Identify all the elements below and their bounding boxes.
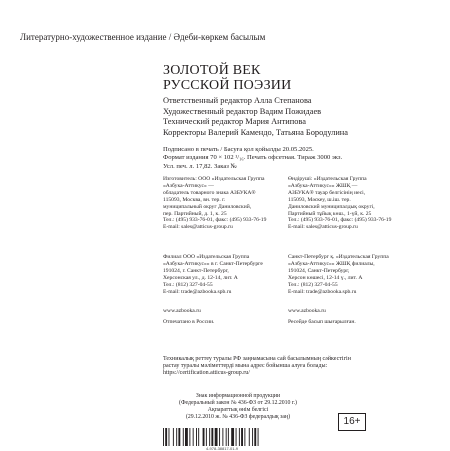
branch-line: E-mail: trade@azbooka.spb.ru (288, 288, 357, 295)
series-label: Литературно-художественное издание / Әдеби-көркем басылым (20, 32, 266, 42)
book-title-line-2: РУССКОЙ ПОЭЗИИ (163, 78, 292, 93)
publisher-line: АЗБУКА® тауар белгісінің иесі, (288, 189, 366, 196)
branch-line: Тел.: (812) 327-04-55 (163, 281, 213, 288)
law-line: Ақпараттық өнім белгісі (207, 407, 269, 413)
publisher-line: E-mail: sales@atticus-group.ru (163, 224, 233, 231)
law-line: Знак информационной продукции (195, 393, 281, 399)
branch-ru (163, 254, 263, 295)
publisher-line: Өндіруші: «Издательская Группа (288, 176, 367, 182)
branch-line: «Азбука-Аттикус»» в г. Санкт-Петербурге (163, 260, 263, 267)
staff-line: Технический редактор Мария Антипова (163, 117, 306, 127)
cert-link[interactable]: https://certification.atticus-group.ru/ (163, 370, 250, 377)
staff-line: Корректоры Валерий Камендо, Татьяна Бородулина (163, 127, 348, 137)
publisher-line: Партийный тұйық көш., 1-үй, к. 25 (288, 210, 372, 217)
book-title-line-1: ЗОЛОТОЙ ВЕК (163, 63, 261, 78)
editorial-staff (163, 96, 348, 138)
branch-line: Санкт-Петербург қ. «Издательская Группа (288, 254, 389, 260)
print-line: Подписано в печать / Басуға қол қойылды 20.05.2025. (163, 146, 314, 153)
branch-line: «Азбука-Аттикус»» ЖШҚ филиалы, (288, 260, 375, 267)
cert-line: растау туралы мәліметтерді мына адрес бойынша алуға болады: (163, 363, 328, 370)
staff-line: Художественный редактор Вадим Пожидаев (163, 106, 322, 116)
book-title (163, 63, 291, 93)
age-rating-badge: 16+ (338, 413, 366, 431)
publisher-line: E-mail: sales@atticus-group.ru (288, 224, 358, 231)
publisher-line: Тел.: (495) 933-76-01, факс: (495) 933-76-19 (288, 217, 392, 224)
branch-line: E-mail: trade@azbooka.spb.ru (163, 288, 232, 295)
print-line: Формат издания 70 × 102 ¹/₁₆. Печать офсетная. Тираж 3000 экз. (163, 154, 343, 162)
printed-in-note-ru: Отпечатано в России. (163, 319, 215, 325)
publisher-line: пер. Партийный, д. 1, к. 25 (163, 210, 227, 217)
branch-line: Херсон көшесі, 12-14 ү., лит. А (288, 274, 363, 281)
publisher-line: Тел.: (495) 933-76-01, факс: (495) 933-76-19 (163, 217, 267, 224)
branch-line: Филиал ООО «Издательская Группа (163, 254, 250, 260)
publisher-line: «Азбука-Аттикус» — (163, 182, 214, 189)
publisher-line: 115093, Москва, вн. тер. г. (163, 196, 226, 203)
branch-line: Тел.: (812) 327-04-55 (288, 281, 338, 288)
publisher-line: Изготовитель: ООО «Издательская Группа (163, 176, 265, 182)
law-line: (29.12.2010 ж. № 436-ФЗ федералдық заң) (185, 414, 291, 420)
publisher-line: 115093, Мәскеу, ш.іш. тер. (288, 196, 351, 203)
publisher-line: обладатель товарного знака АЗБУКА® (163, 189, 256, 196)
branch-kz (288, 254, 389, 295)
publisher-line: «Азбука-Аттикус»» ЖШҚ — (288, 182, 358, 189)
branch-line: 191024, г. Санкт-Петербург, (163, 267, 229, 274)
branch-line: Херсонская ул., д. 12-14, лит. А (163, 274, 238, 281)
staff-line: Ответственный редактор Алла Степанова (163, 96, 312, 105)
website-kz[interactable]: www.azbooka.ru (288, 308, 326, 314)
certification-note (163, 356, 351, 378)
print-info (163, 146, 342, 171)
publisher-line: муниципальный округ Даниловский, (163, 203, 252, 210)
law-line: (Федеральный закон № 436-ФЗ от 29.12.2010 г.) (179, 400, 297, 406)
publisher-line: Даниловский муниципалдық округі, (288, 203, 375, 210)
publisher-kz (288, 176, 391, 231)
info-product-sign (163, 393, 313, 421)
printed-in-note-kz: Ресейде басып шығарылған. (288, 319, 356, 325)
branch-line: 191024, Санкт-Петербург, (288, 267, 350, 274)
print-line: Усл. печ. л. 17,82. Заказ № (163, 162, 237, 170)
publisher-ru (163, 176, 266, 231)
isbn-number: 4-978-38817-01-9 (206, 446, 239, 451)
barcode-icon (163, 428, 327, 446)
cert-line: Техникалық реттеу туралы РФ заңнамасына сай басылымның сәйкестігін (163, 356, 351, 362)
website-ru[interactable]: www.azbooka.ru (163, 308, 201, 314)
